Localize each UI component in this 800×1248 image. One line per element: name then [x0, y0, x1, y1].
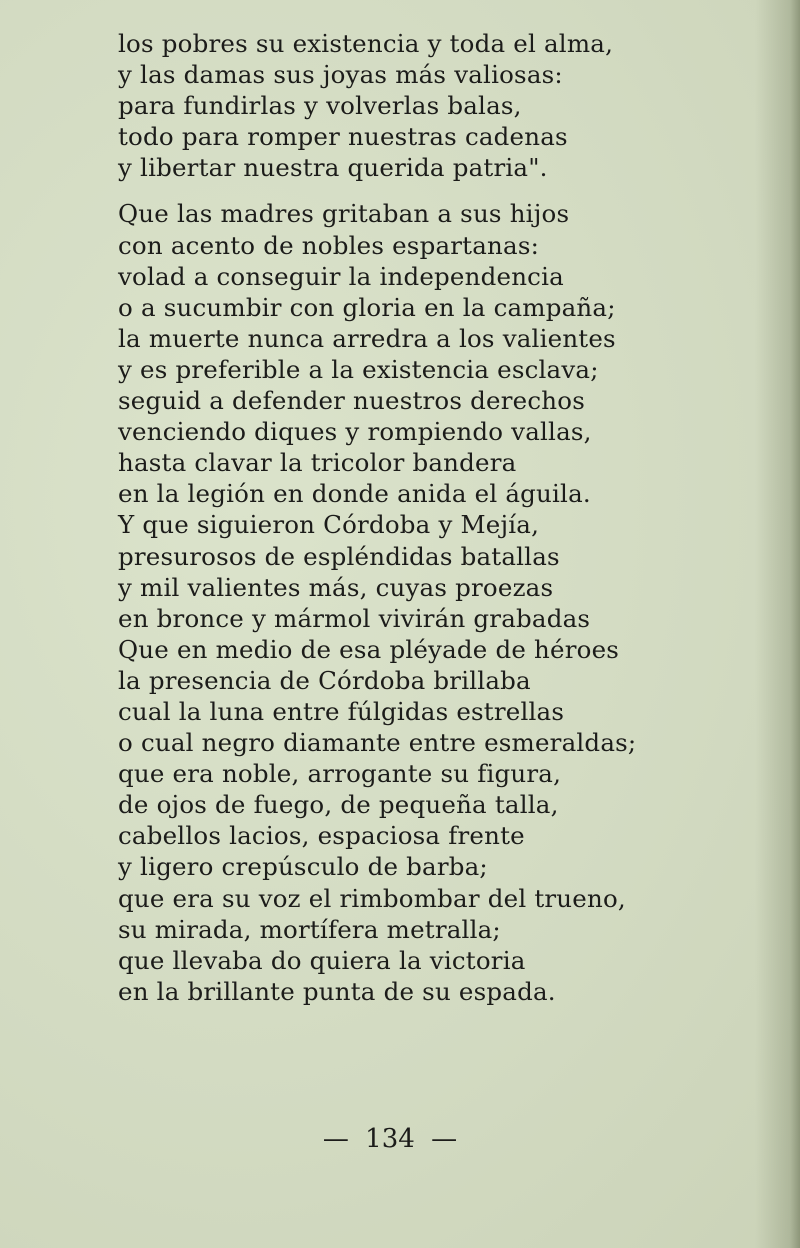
poem-line: con acento de nobles espartanas:	[118, 230, 540, 260]
poem-line: de ojos de fuego, de pequeña talla,	[118, 790, 559, 820]
poem-line: o cual negro diamante entre esmeraldas;	[118, 728, 637, 758]
poem-line: Y que siguieron Córdoba y Mejía,	[118, 510, 540, 540]
poem-line: seguid a defender nuestros derechos	[118, 386, 585, 416]
poem-line: todo para romper nuestras cadenas	[118, 122, 568, 152]
poem-line: venciendo diques y rompiendo vallas,	[118, 417, 592, 447]
poem-line: y ligero crepúsculo de barba;	[118, 852, 488, 882]
poem-line: para fundirlas y volverlas balas,	[118, 91, 522, 121]
poem-line: Que las madres gritaban a sus hijos	[118, 199, 570, 229]
poem-line: y las damas sus joyas más valiosas:	[118, 60, 563, 90]
poem-line: en la brillante punta de su espada.	[118, 976, 556, 1006]
page-number-dash-left: —	[322, 1124, 349, 1154]
poem-line: que llevaba do quiera la victoria	[118, 945, 526, 975]
poem-line: en bronce y mármol vivirán grabadas	[118, 603, 591, 633]
poem-line: cual la luna entre fúlgidas estrellas	[118, 696, 565, 726]
page-number-value: 134	[365, 1124, 415, 1154]
poem-line: o a sucumbir con gloria en la campaña;	[118, 292, 616, 322]
poem-line: volad a conseguir la independencia	[118, 261, 564, 291]
page-number	[0, 1124, 790, 1154]
poem-line: hasta clavar la tricolor bandera	[118, 448, 517, 478]
show-through-text	[660, 40, 790, 1040]
poem-line: la presencia de Córdoba brillaba	[118, 665, 531, 695]
poem-line: y es preferible a la existencia esclava;	[118, 354, 599, 384]
poem-line: los pobres su existencia y toda el alma,	[118, 29, 614, 58]
poem-line: Que en medio de esa pléyade de héroes	[118, 634, 620, 664]
poem-body	[118, 28, 636, 1007]
stanza	[118, 198, 636, 1006]
poem-line: y mil valientes más, cuyas proezas	[118, 572, 554, 602]
poem-line: presurosos de espléndidas batallas	[118, 541, 560, 571]
page-number-dash-right: —	[431, 1124, 458, 1154]
poem-line: cabellos lacios, espaciosa frente	[118, 821, 525, 851]
poem-line: que era noble, arrogante su figura,	[118, 759, 562, 789]
poem-line: la muerte nunca arredra a los valientes	[118, 323, 616, 353]
poem-line: y libertar nuestra querida patria".	[118, 153, 548, 183]
stanza	[118, 28, 636, 183]
poem-line: su mirada, mortífera metralla;	[118, 914, 501, 944]
poem-line: que era su voz el rimbombar del trueno,	[118, 883, 626, 913]
poem-line: en la legión en donde anida el águila.	[118, 479, 591, 509]
